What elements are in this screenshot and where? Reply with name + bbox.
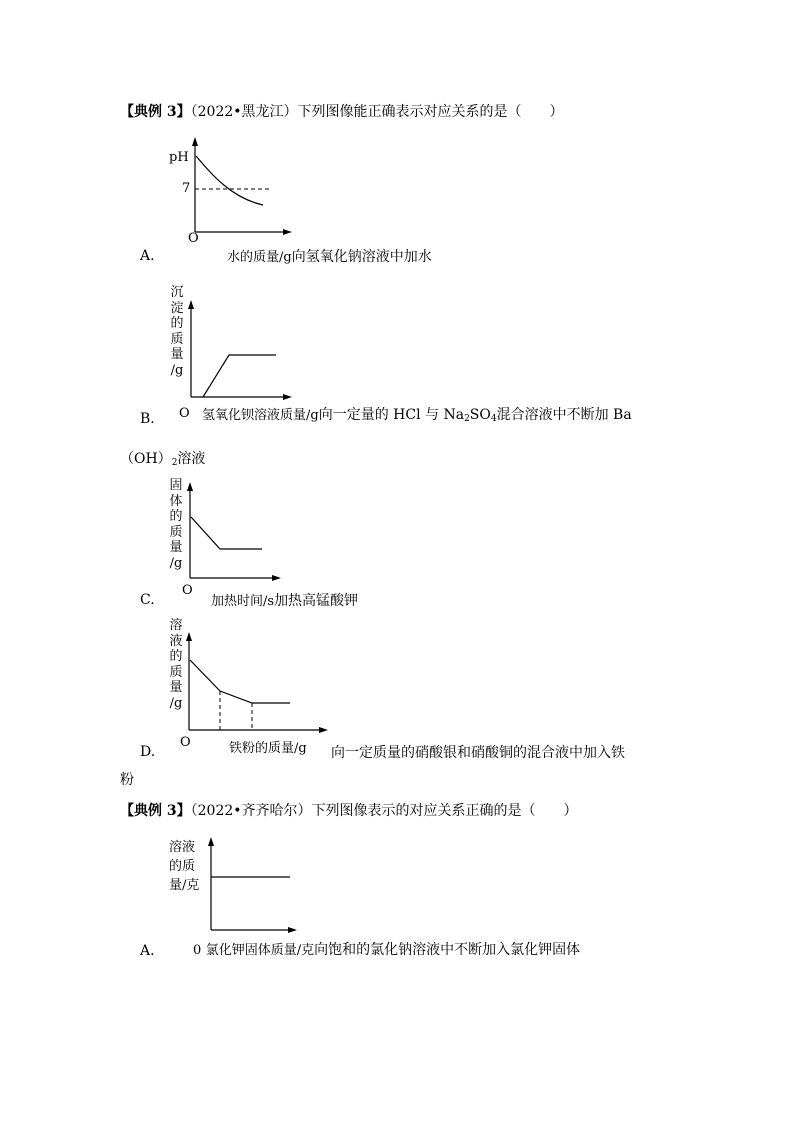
option-c-origin: O — [182, 583, 193, 598]
q2-option-a-y-arrow — [208, 837, 214, 846]
option-b-origin: O — [179, 406, 190, 421]
q2-option-a-letter: A. — [140, 943, 155, 959]
option-d-y-label: 溶 液 的 质 量 /g — [169, 618, 183, 711]
option-b-text-pre: 向一定量的 HCl 与 Na — [318, 407, 465, 423]
option-b-caption-wrap: $(OH)_2$溶液 — [120, 451, 206, 468]
option-b-y-label: 沉 淀 的 质 量 /g — [170, 285, 184, 378]
option-d-origin: O — [180, 735, 191, 750]
option-d-x-label: 铁粉的质量/g — [229, 741, 307, 756]
option-a-text: 向氢氧化钠溶液中加水 — [291, 249, 432, 265]
question-tag: 【典例 3】 — [120, 104, 191, 120]
question-tag: 【典例 3】 — [120, 803, 191, 819]
q2-option-a-text: 向饱和的氯化钠溶液中不断加入氯化钾固体 — [314, 942, 581, 958]
q2-option-a-y-label: 溶液 的质 量/克 — [169, 840, 200, 893]
option-c-letter: C. — [140, 592, 155, 608]
option-c-x-label: 加热时间/s — [211, 594, 275, 609]
option-a-letter: A. — [140, 248, 155, 264]
option-a-ref-label: 7 — [182, 181, 191, 196]
question-source: （2022•黑龙江） — [190, 104, 298, 120]
question-stem: 下列图像能正确表示对应关系的是（ ） — [297, 104, 564, 120]
question-stem: 下列图像表示的对应关系正确的是（ ） — [311, 803, 578, 819]
option-c-text: 加热高锰酸钾 — [274, 593, 359, 609]
q2-option-a-caption — [193, 939, 580, 959]
q2-option-a-x-arrow — [288, 927, 297, 933]
question-source: （2022•齐齐哈尔） — [190, 803, 312, 819]
q2-option-a-x-label: 氯化钾固体质量/克 — [205, 943, 315, 958]
q2-option-a-origin: 0 — [193, 943, 202, 958]
option-c-y-label: 固 体 的 质 量 /g — [169, 478, 183, 571]
option-b-x-label: 氢氧化钡溶液质量/g — [202, 408, 319, 423]
option-a-y-label: pH — [169, 150, 189, 165]
option-d-text: 向一定质量的硝酸银和硝酸铜的混合液中加入铁 — [331, 745, 625, 761]
option-d-text-wrap: 粉 — [120, 772, 134, 788]
option-b-letter: B. — [140, 411, 155, 427]
option-a-x-label: 水的质量/g — [227, 250, 292, 265]
option-d-letter: D. — [140, 744, 156, 760]
option-a-origin: O — [188, 231, 199, 246]
option-b-caption: 氢氧化钡溶液质量/g向一定量的 HCl 与 $Na_2SO_4$混合溶液中不断加 Ba — [202, 407, 632, 424]
